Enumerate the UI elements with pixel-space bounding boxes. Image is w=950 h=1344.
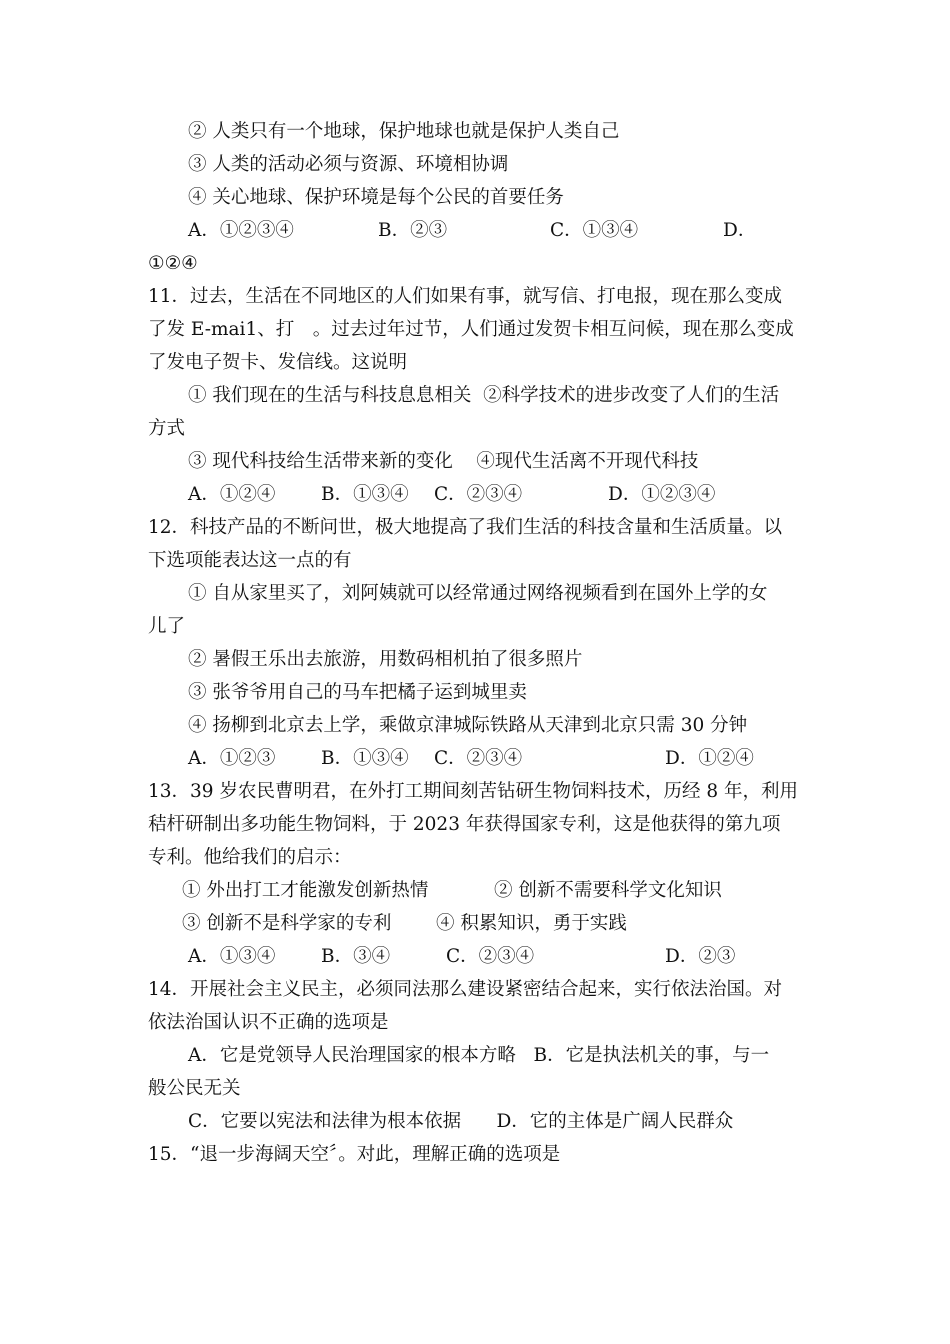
q10-option-c: C．①③④ — [550, 220, 639, 241]
q10-statement-2: ② 人类只有一个地球，保护地球也就是保护人类自己 — [188, 121, 620, 142]
q11-option-a: A．①②④ — [188, 484, 276, 505]
q10-option-b: B．②③ — [378, 220, 448, 241]
q14-stem-line-1: 14．开展社会主义民主，必须同法那么建设紧密结合起来，实行依法治国。对 — [148, 979, 783, 1000]
q12-option-d: D．①②④ — [665, 748, 754, 769]
q12-option-c: C．②③④ — [434, 748, 523, 769]
q12-statement-1-cont: 儿了 — [148, 616, 186, 637]
q11-option-b: B．①③④ — [321, 484, 409, 505]
q13-stem-line-2: 秸杆研制出多功能生物饲料，于 2023 年获得国家专利，这是他获得的第九项 — [148, 814, 781, 835]
q11-option-c: C．②③④ — [434, 484, 523, 505]
q11-statements-3-4: ③ 现代科技给生活带来新的变化 ④现代生活离不开现代科技 — [188, 451, 699, 472]
q15-stem-line-1: 15．“退一步海阔天空〞。对此，理解正确的选项是 — [148, 1144, 561, 1165]
q12-stem-line-1: 12．科技产品的不断问世，极大地提高了我们生活的科技含量和生活质量。以 — [148, 517, 783, 538]
q12-stem-line-2: 下选项能表达这一点的有 — [148, 550, 352, 571]
q10-statement-4: ④ 关心地球、保护环境是每个公民的首要任务 — [188, 187, 564, 208]
q10-option-a: A．①②③④ — [188, 220, 294, 241]
q10-option-d-cont: ①②④ — [148, 253, 198, 274]
q11-stem-line-2: 了发 E-mai1、打 。过去过年过节，人们通过发贺卡相互问候，现在那么变成 — [148, 319, 794, 340]
q11-statements-1-2: ① 我们现在的生活与科技息息相关 ②科学技术的进步改变了人们的生活 — [188, 385, 780, 406]
q13-statement-2: ② 创新不需要科学文化知识 — [494, 880, 722, 901]
q12-statement-4: ④ 扬柳到北京去上学，乘做京津城际铁路从天津到北京只需 30 分钟 — [188, 715, 748, 736]
q14-options-a-b: A．它是党领导人民治理国家的根本方略 B．它是执法机关的事，与一 — [188, 1045, 770, 1066]
q12-option-b: B．①③④ — [321, 748, 409, 769]
q13-stem-line-1: 13．39 岁农民曹明君，在外打工期间刻苦钻研生物饲料技术，历经 8 年，利用 — [148, 781, 798, 802]
q10-option-d: D． — [723, 220, 757, 241]
q11-statements-cont: 方式 — [148, 418, 186, 439]
q13-option-d: D．②③ — [665, 946, 736, 967]
q13-option-c: C．②③④ — [446, 946, 535, 967]
q13-option-a: A．①③④ — [188, 946, 276, 967]
q12-statement-3: ③ 张爷爷用自己的马车把橘子运到城里卖 — [188, 682, 527, 703]
q14-options-b-cont: 般公民无关 — [148, 1078, 241, 1099]
q13-stem-line-3: 专利。他给我们的启示： — [148, 847, 352, 868]
q13-statement-1: ① 外出打工才能激发创新热情 — [182, 880, 429, 901]
q13-option-b: B．③④ — [321, 946, 391, 967]
q13-statement-4: ④ 积累知识，勇于实践 — [436, 913, 627, 934]
q10-statement-3: ③ 人类的活动必须与资源、环境相协调 — [188, 154, 509, 175]
q11-option-d: D．①②③④ — [608, 484, 716, 505]
q12-statement-2: ② 暑假王乐出去旅游，用数码相机拍了很多照片 — [188, 649, 583, 670]
q11-stem-line-1: 11．过去，生活在不同地区的人们如果有事，就写信、打电报，现在那么变成 — [148, 286, 783, 307]
q13-statement-3: ③ 创新不是科学家的专利 — [182, 913, 392, 934]
q14-stem-line-2: 依法治国认识不正确的选项是 — [148, 1012, 389, 1033]
q12-statement-1: ① 自从家里买了，刘阿姨就可以经常通过网络视频看到在国外上学的女 — [188, 583, 768, 604]
q12-option-a: A．①②③ — [188, 748, 276, 769]
q11-stem-line-3: 了发电子贺卡、发信线。这说明 — [148, 352, 408, 373]
q14-options-c-d: C．它要以宪法和法律为根本依据 D．它的主体是广阔人民群众 — [188, 1111, 734, 1132]
